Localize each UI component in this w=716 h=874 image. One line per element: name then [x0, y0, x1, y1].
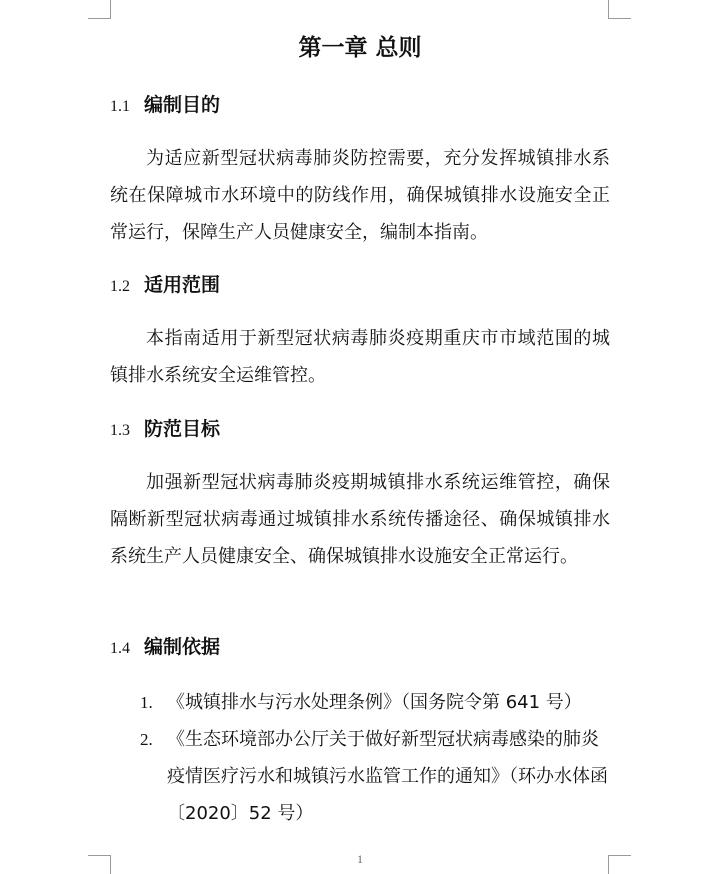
section-heading-1-1: [110, 90, 220, 120]
section-number: 1.1: [110, 98, 130, 115]
page-corner-mark-top-left: [88, 0, 111, 19]
page-corner-mark-bottom-right: [608, 855, 631, 874]
page-corner-mark-top-right: [608, 0, 631, 19]
section-1-3-paragraph: 加强新型冠状病毒肺炎疫期城镇排水系统运维管控，确保隔断新型冠状病毒通过城镇排水系统传播途径、确保城镇排水系统生产人员健康安全、确保城镇排水设施安全正常运行。: [110, 472, 610, 567]
list-item-text: 《城镇排水与污水处理条例》（国务院令第 641 号）: [167, 692, 582, 713]
section-heading-1-3: [110, 414, 220, 444]
section-title: 编制依据: [144, 636, 221, 658]
section-number: 1.3: [110, 422, 130, 439]
section-title: 适用范围: [144, 274, 221, 296]
section-1-1-paragraph: 为适应新型冠状病毒肺炎防控需要，充分发挥城镇排水系统在保障城市水环境中的防线作用，确保城镇排水设施安全正常运行，保障生产人员健康安全，编制本指南。: [110, 148, 610, 243]
page-corner-mark-bottom-left: [88, 855, 111, 874]
section-1-2-paragraph: 本指南适用于新型冠状病毒肺炎疫期重庆市市域范围的城镇排水系统安全运维管控。: [110, 328, 610, 386]
section-heading-1-2: [110, 270, 220, 300]
list-item: [140, 684, 610, 721]
section-number: 1.4: [110, 640, 130, 657]
list-item: [140, 721, 610, 832]
list-item-text: 《生态环境部办公厅关于做好新型冠状病毒感染的肺炎疫情医疗污水和城镇污水监管工作的通知》（环办水体函〔2020〕52 号）: [167, 729, 608, 824]
list-item-number: 1.: [140, 693, 153, 712]
section-number: 1.2: [110, 278, 130, 295]
chapter-title: 第一章 总则: [298, 35, 422, 61]
page-number: 1: [357, 852, 363, 866]
section-title: 防范目标: [144, 418, 221, 440]
section-heading-1-4: [110, 632, 220, 662]
list-item-number: 2.: [140, 730, 153, 749]
reference-list: [140, 684, 610, 832]
section-title: 编制目的: [144, 94, 221, 116]
